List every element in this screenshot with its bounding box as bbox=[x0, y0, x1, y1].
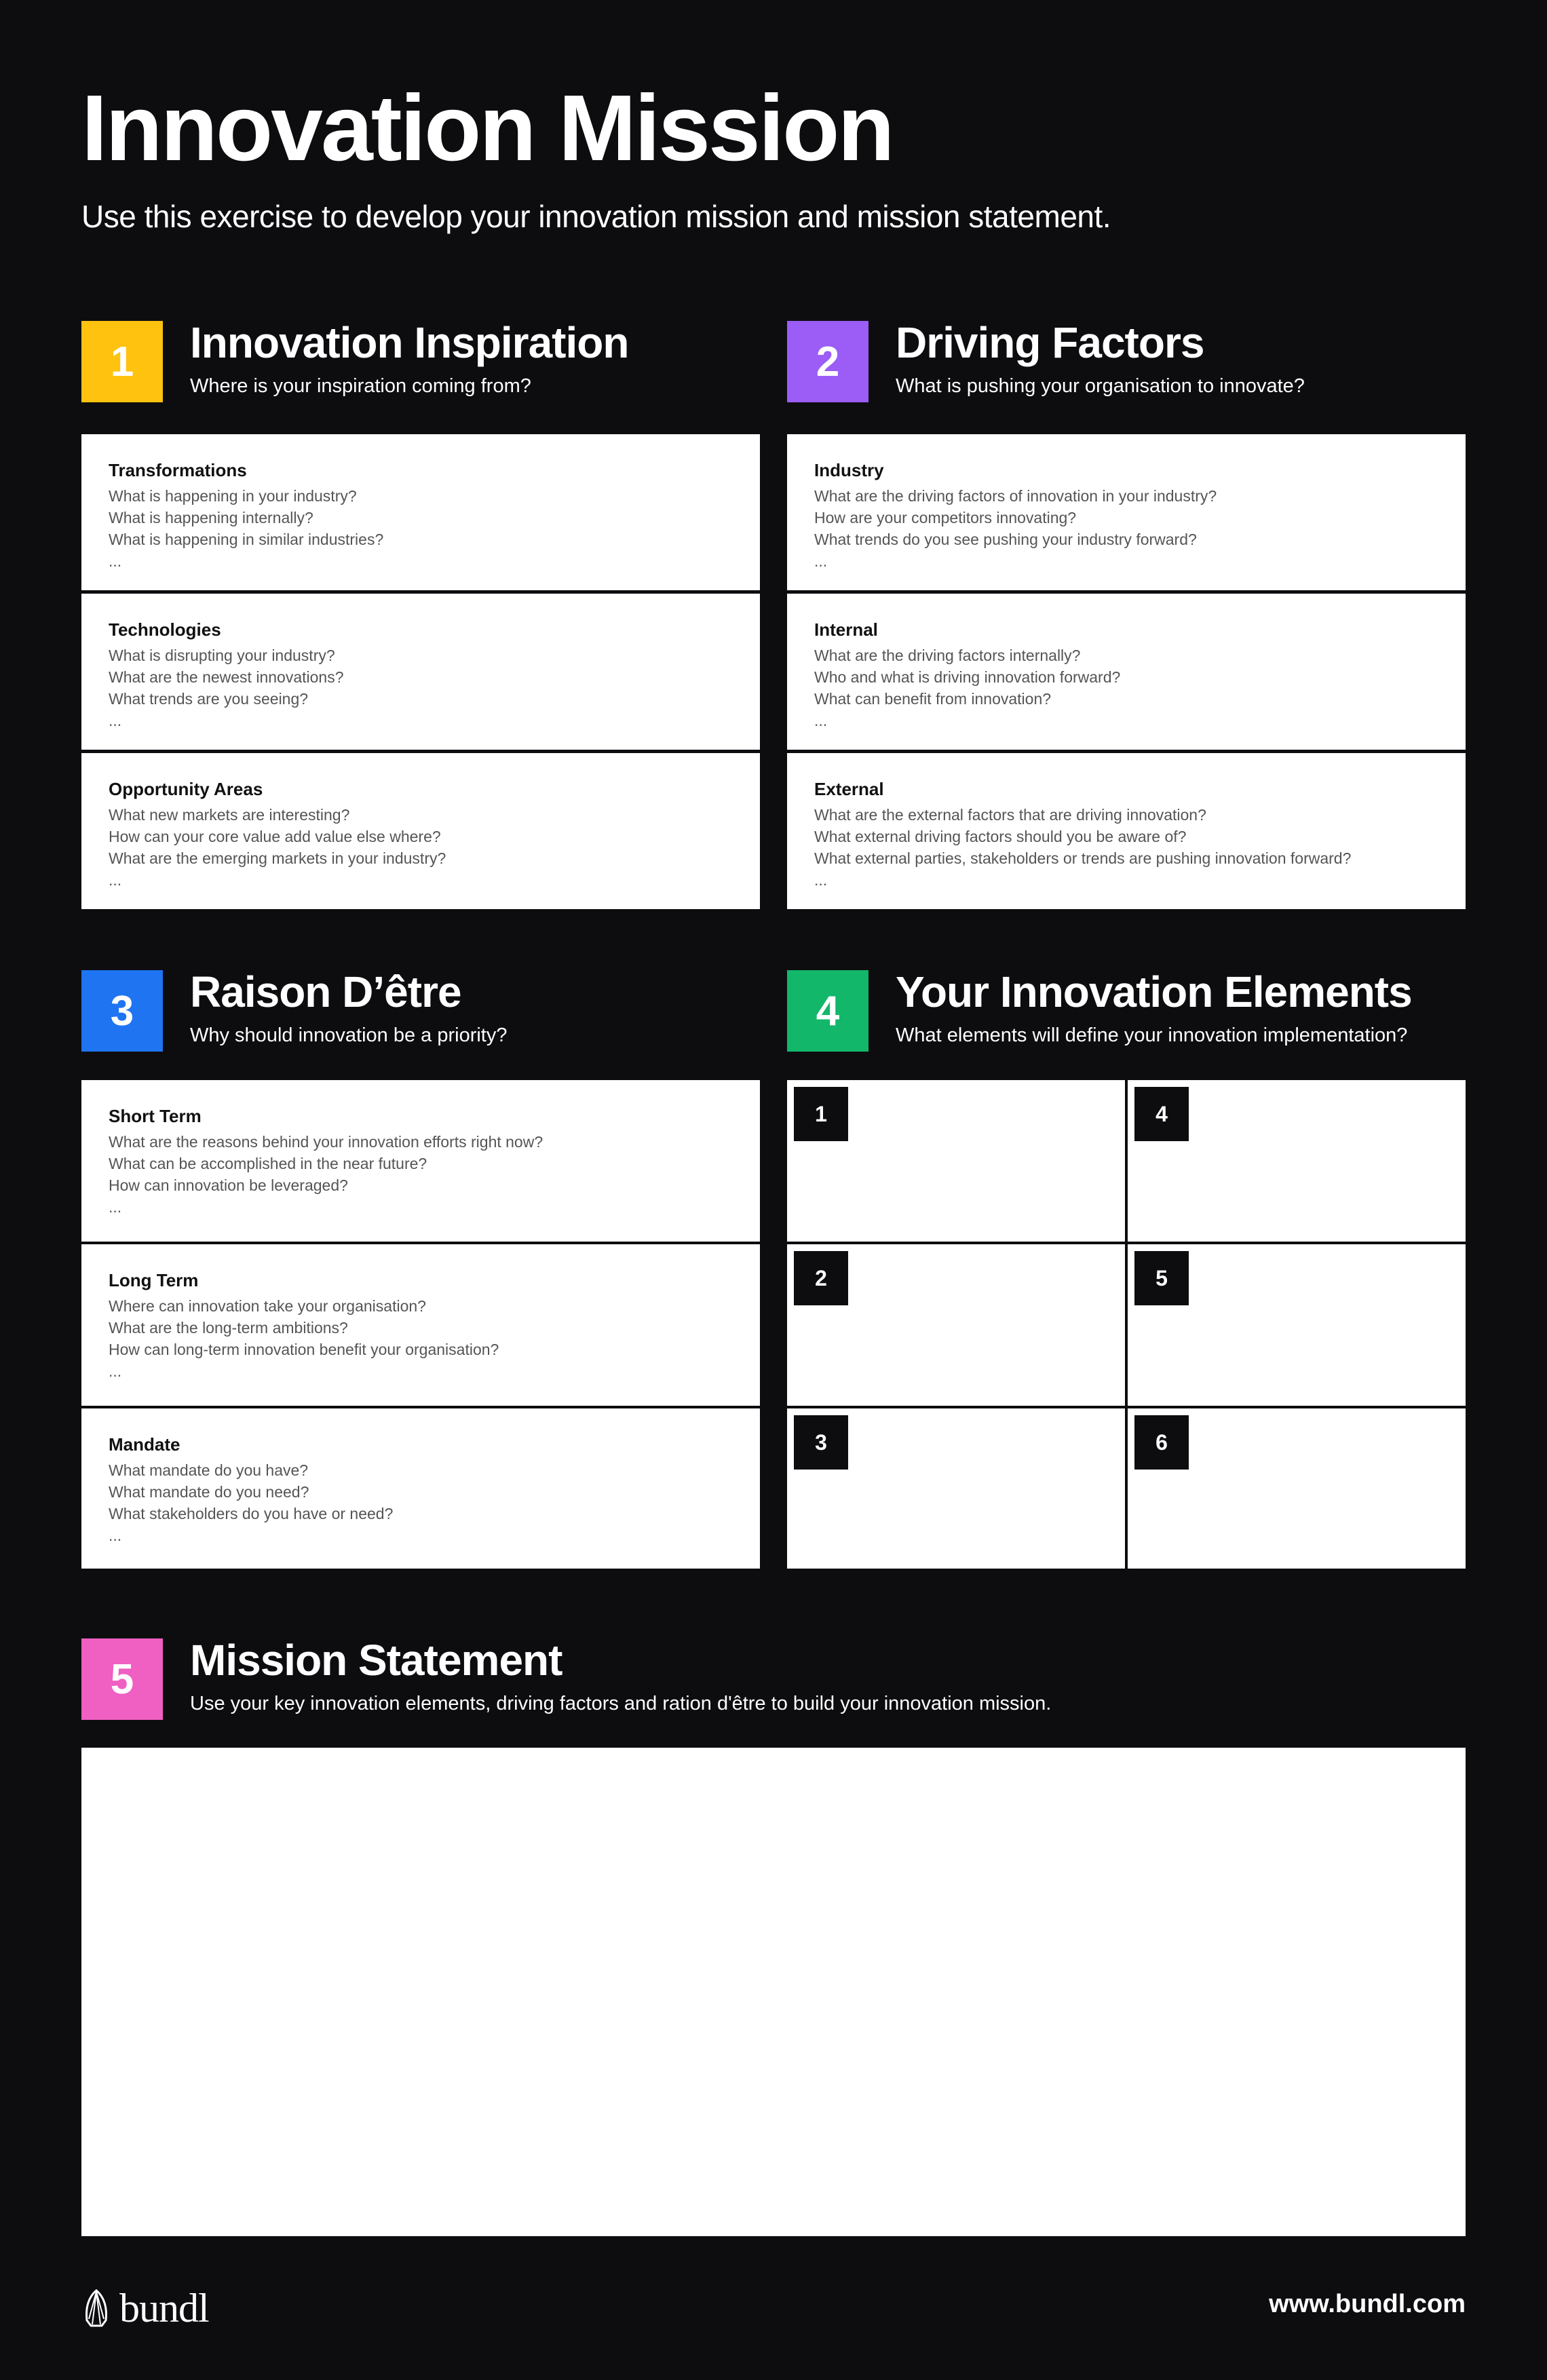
card-title: Transformations bbox=[109, 460, 247, 480]
card-question: Where can innovation take your organisation? bbox=[109, 1297, 426, 1315]
card-question: How can innovation be leveraged? bbox=[109, 1176, 348, 1194]
card-technologies[interactable] bbox=[81, 594, 760, 750]
card-question: What mandate do you have? bbox=[109, 1461, 309, 1479]
element-number: 4 bbox=[1134, 1087, 1189, 1141]
card-ellipsis: ... bbox=[109, 1362, 122, 1380]
card-title: Mandate bbox=[109, 1434, 180, 1455]
section-5-number: 5 bbox=[81, 1638, 163, 1720]
bundl-logo[interactable] bbox=[81, 2281, 209, 2335]
section-2-number: 2 bbox=[787, 321, 868, 402]
card-question: What can be accomplished in the near future? bbox=[109, 1155, 427, 1172]
card-question: Who and what is driving innovation forward? bbox=[814, 668, 1121, 686]
card-short-term[interactable] bbox=[81, 1080, 760, 1242]
card-question: How are your competitors innovating? bbox=[814, 509, 1077, 526]
card-question: What mandate do you need? bbox=[109, 1483, 309, 1501]
card-ellipsis: ... bbox=[109, 1527, 122, 1544]
element-cell[interactable] bbox=[787, 1080, 1125, 1242]
card-question: What stakeholders do you have or need? bbox=[109, 1505, 394, 1522]
footer-url[interactable]: www.bundl.com bbox=[1269, 2290, 1466, 2318]
card-question: What is disrupting your industry? bbox=[109, 647, 335, 664]
card-external[interactable] bbox=[787, 753, 1466, 909]
card-internal[interactable] bbox=[787, 594, 1466, 750]
card-question: What external driving factors should you be aware of? bbox=[814, 828, 1187, 845]
element-number: 3 bbox=[794, 1415, 848, 1470]
card-ellipsis: ... bbox=[814, 552, 828, 570]
card-question: What are the reasons behind your innovation efforts right now? bbox=[109, 1133, 543, 1151]
card-title: External bbox=[814, 779, 884, 799]
card-question: How can long-term innovation benefit your organisation? bbox=[109, 1341, 499, 1358]
card-ellipsis: ... bbox=[814, 871, 828, 889]
card-mandate[interactable] bbox=[81, 1408, 760, 1569]
card-question: What are the newest innovations? bbox=[109, 668, 344, 686]
logo-wordmark: bundl bbox=[119, 2285, 209, 2330]
card-question: What is happening in similar industries? bbox=[109, 531, 384, 548]
card-title: Internal bbox=[814, 619, 878, 640]
section-1-subtitle: Where is your inspiration coming from? bbox=[190, 375, 531, 397]
card-question: What are the external factors that are driving innovation? bbox=[814, 806, 1206, 824]
section-3-title: Raison D’être bbox=[190, 967, 461, 1016]
card-question: What are the driving factors internally? bbox=[814, 647, 1081, 664]
innovation-elements-grid bbox=[787, 1080, 1466, 1569]
section-4-title: Your Innovation Elements bbox=[896, 967, 1412, 1016]
page-title: Innovation Mission bbox=[81, 76, 893, 180]
section-4-number: 4 bbox=[787, 970, 868, 1052]
card-opportunity-areas[interactable] bbox=[81, 753, 760, 909]
card-question: What are the driving factors of innovation in your industry? bbox=[814, 487, 1217, 505]
mission-statement-box[interactable] bbox=[81, 1748, 1466, 2236]
element-number: 1 bbox=[794, 1087, 848, 1141]
card-title: Long Term bbox=[109, 1270, 199, 1290]
element-number: 6 bbox=[1134, 1415, 1189, 1470]
section-2-cards bbox=[787, 434, 1466, 909]
section-1-number: 1 bbox=[81, 321, 163, 402]
element-cell[interactable] bbox=[787, 1244, 1125, 1406]
section-3-header bbox=[81, 967, 760, 1052]
element-cell[interactable] bbox=[787, 1408, 1125, 1569]
card-question: What can benefit from innovation? bbox=[814, 690, 1052, 708]
card-title: Short Term bbox=[109, 1106, 202, 1126]
card-title: Technologies bbox=[109, 619, 221, 640]
card-question: What new markets are interesting? bbox=[109, 806, 350, 824]
element-cell[interactable] bbox=[1128, 1080, 1466, 1242]
element-number: 5 bbox=[1134, 1251, 1189, 1305]
card-question: What is happening in your industry? bbox=[109, 487, 357, 505]
card-transformations[interactable] bbox=[81, 434, 760, 590]
section-3-number: 3 bbox=[81, 970, 163, 1052]
section-5-subtitle: Use your key innovation elements, driving factors and ration d'être to build your innovation mission. bbox=[190, 1693, 1052, 1714]
card-ellipsis: ... bbox=[109, 1198, 122, 1216]
section-1-header bbox=[81, 318, 760, 402]
card-title: Industry bbox=[814, 460, 884, 480]
card-question: How can your core value add value else where? bbox=[109, 828, 441, 845]
card-question: What is happening internally? bbox=[109, 509, 313, 526]
section-3-subtitle: Why should innovation be a priority? bbox=[190, 1024, 508, 1046]
card-question: What are the long-term ambitions? bbox=[109, 1319, 348, 1337]
page-subtitle: Use this exercise to develop your innovation mission and mission statement. bbox=[81, 199, 1111, 234]
section-1-title: Innovation Inspiration bbox=[190, 318, 629, 367]
card-question: What are the emerging markets in your industry? bbox=[109, 849, 446, 867]
card-long-term[interactable] bbox=[81, 1244, 760, 1406]
section-5-title: Mission Statement bbox=[190, 1636, 562, 1685]
card-ellipsis: ... bbox=[109, 712, 122, 729]
card-title: Opportunity Areas bbox=[109, 779, 263, 799]
shell-icon bbox=[81, 2288, 111, 2328]
card-question: What external parties, stakeholders or trends are pushing innovation forward? bbox=[814, 849, 1352, 867]
section-2-subtitle: What is pushing your organisation to innovate? bbox=[896, 375, 1305, 397]
card-question: What trends are you seeing? bbox=[109, 690, 309, 708]
section-2-header bbox=[787, 318, 1466, 402]
element-cell[interactable] bbox=[1128, 1408, 1466, 1569]
section-1-cards bbox=[81, 434, 760, 909]
section-2-title: Driving Factors bbox=[896, 318, 1204, 367]
card-question: What trends do you see pushing your industry forward? bbox=[814, 531, 1197, 548]
section-3-cards bbox=[81, 1080, 760, 1569]
section-5-header bbox=[81, 1638, 1466, 1720]
card-ellipsis: ... bbox=[814, 712, 828, 729]
element-number: 2 bbox=[794, 1251, 848, 1305]
card-ellipsis: ... bbox=[109, 871, 122, 889]
section-4-header bbox=[787, 967, 1466, 1052]
section-4-subtitle: What elements will define your innovation implementation? bbox=[896, 1024, 1408, 1046]
element-cell[interactable] bbox=[1128, 1244, 1466, 1406]
card-ellipsis: ... bbox=[109, 552, 122, 570]
card-industry[interactable] bbox=[787, 434, 1466, 590]
